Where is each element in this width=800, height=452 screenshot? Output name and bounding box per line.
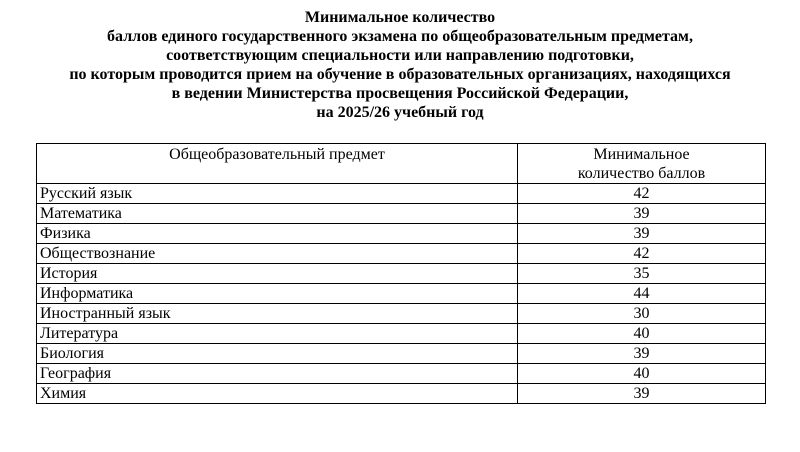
- subject-cell: История: [37, 264, 518, 284]
- table-row: [37, 284, 766, 304]
- table-row: [37, 324, 766, 344]
- title-line: по которым проводится прием на обучение в образовательных организациях, находящихся: [69, 66, 731, 83]
- subject-cell: Обществознание: [37, 244, 518, 264]
- title-line: в ведении Министерства просвещения Российской Федерации,: [171, 85, 629, 102]
- subject-cell: Информатика: [37, 284, 518, 304]
- subject-cell: Литература: [37, 324, 518, 344]
- score-cell: 39: [518, 224, 766, 244]
- header-min-score-line1: Минимальное: [593, 146, 690, 163]
- table-header-row: [37, 144, 766, 184]
- header-min-score-line2: количество баллов: [577, 165, 706, 182]
- table-row: [37, 364, 766, 384]
- table-row: [37, 244, 766, 264]
- subject-cell: Химия: [37, 384, 518, 404]
- subject-cell: Иностранный язык: [37, 304, 518, 324]
- score-cell: 40: [518, 364, 766, 384]
- table-row: [37, 344, 766, 364]
- title-line: соответствующим специальности или направлению подготовки,: [166, 47, 634, 64]
- score-cell: 39: [518, 204, 766, 224]
- score-cell: 44: [518, 284, 766, 304]
- score-cell: 39: [518, 344, 766, 364]
- document-title: [0, 8, 800, 122]
- score-cell: 40: [518, 324, 766, 344]
- table-row: [37, 204, 766, 224]
- score-cell: 30: [518, 304, 766, 324]
- subject-cell: Физика: [37, 224, 518, 244]
- table-row: [37, 304, 766, 324]
- subject-cell: Математика: [37, 204, 518, 224]
- title-line: на 2025/26 учебный год: [316, 104, 484, 121]
- header-min-score: [518, 144, 766, 184]
- header-subject: Общеобразовательный предмет: [37, 144, 518, 184]
- title-line: Минимальное количество: [304, 9, 496, 26]
- title-line: баллов единого государственного экзамена по общеобразовательным предметам,: [107, 28, 693, 45]
- score-cell: 42: [518, 244, 766, 264]
- subject-cell: Биология: [37, 344, 518, 364]
- table-row: [37, 184, 766, 204]
- score-cell: 42: [518, 184, 766, 204]
- scores-table: [36, 143, 766, 404]
- score-cell: 39: [518, 384, 766, 404]
- score-cell: 35: [518, 264, 766, 284]
- table-row: [37, 384, 766, 404]
- table-row: [37, 224, 766, 244]
- subject-cell: Русский язык: [37, 184, 518, 204]
- table-row: [37, 264, 766, 284]
- subject-cell: География: [37, 364, 518, 384]
